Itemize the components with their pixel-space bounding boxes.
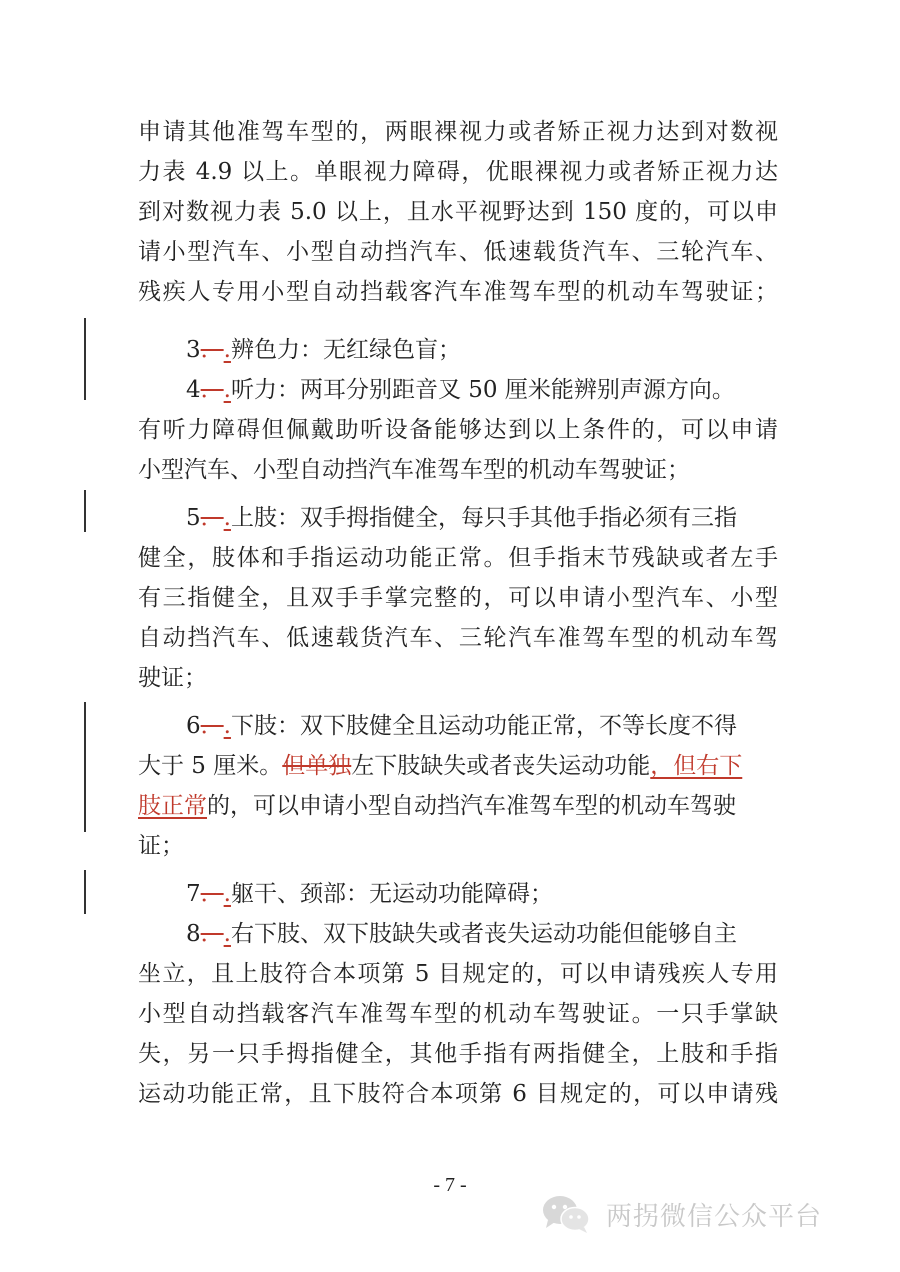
item-8: [186, 914, 778, 954]
item-text: 右下肢、双下肢缺失或者丧失运动功能但能够自主: [230, 921, 737, 947]
item-text: 听力：两耳分别距音叉 50 厘米能辨别声源方向。: [230, 377, 735, 403]
deleted-mark: ．: [200, 377, 224, 403]
text-line: [138, 786, 778, 826]
watermark: [540, 1192, 822, 1236]
deleted-text: 但单独: [282, 753, 352, 779]
text-line: 驶证；: [138, 665, 207, 691]
inserted-mark: .: [223, 713, 231, 739]
inserted-mark: .: [223, 921, 231, 947]
item-number: 5: [186, 505, 201, 531]
text-line: 健全，肢体和手指运动功能正常。但手指末节残缺或者左手: [138, 545, 778, 571]
text-segment: 大于 5 厘米。: [138, 753, 283, 779]
change-bar: [84, 870, 86, 914]
item-number: 8: [186, 921, 201, 947]
item-number: 3: [186, 337, 201, 363]
deleted-mark: ．: [200, 881, 224, 907]
deleted-mark: ．: [200, 505, 224, 531]
item-5: [186, 498, 778, 538]
text-line: 有三指健全，且双手手掌完整的，可以申请小型汽车、小型: [138, 585, 778, 611]
watermark-text: 两拐微信公众平台: [606, 1201, 823, 1232]
text-line: 力表 4.9 以上。单眼视力障碍，优眼裸视力或者矫正视力达: [138, 159, 778, 185]
text-segment: 的，可以申请小型自动挡汽车准驾车型的机动车驾驶: [207, 793, 736, 819]
inserted-mark: .: [223, 377, 231, 403]
item-number: 7: [186, 881, 201, 907]
deleted-mark: ．: [200, 337, 224, 363]
deleted-mark: ．: [200, 921, 224, 947]
text-line: 有听力障碍但佩戴助听设备能够达到以上条件的，可以申请: [138, 417, 778, 443]
change-bar: [84, 490, 86, 532]
page-number: - 7 -: [433, 1174, 467, 1196]
item-3: [186, 330, 778, 370]
text-line: 请小型汽车、小型自动挡汽车、低速载货汽车、三轮汽车、: [138, 239, 778, 265]
item-7: [186, 874, 778, 914]
wechat-logo-icon: [540, 1194, 592, 1234]
item-text: 下肢：双下肢健全且运动功能正常，不等长度不得: [230, 713, 737, 739]
item-text: 上肢：双手拇指健全，每只手其他手指必须有三指: [230, 505, 737, 531]
item-6: [186, 706, 778, 746]
text-line: 坐立，且上肢符合本项第 5 目规定的，可以申请残疾人专用: [138, 961, 778, 987]
text-line: 证；: [138, 833, 184, 859]
text-line: 小型自动挡载客汽车准驾车型的机动车驾驶证。一只手掌缺: [138, 1001, 778, 1027]
change-bar: [84, 318, 86, 400]
text-line: [138, 746, 778, 786]
inserted-text: 肢正常: [138, 793, 207, 819]
inserted-text: ，但右下: [650, 753, 743, 779]
deleted-mark: ．: [200, 713, 224, 739]
item-text: 躯干、颈部：无运动功能障碍；: [230, 881, 553, 907]
item-number: 6: [186, 713, 201, 739]
text-line: 运动功能正常，且下肢符合本项第 6 目规定的，可以申请残: [138, 1081, 778, 1107]
item-number: 4: [186, 377, 201, 403]
item-text: 辨色力：无红绿色盲；: [230, 337, 461, 363]
inserted-mark: .: [223, 337, 231, 363]
change-bar: [84, 702, 86, 832]
text-line: 自动挡汽车、低速载货汽车、三轮汽车准驾车型的机动车驾: [138, 625, 778, 651]
text-line: 申请其他准驾车型的，两眼裸视力或者矫正视力达到对数视: [138, 119, 778, 145]
item-4: [186, 370, 778, 410]
text-line: 小型汽车、小型自动挡汽车准驾车型的机动车驾驶证；: [138, 457, 690, 483]
text-line: 到对数视力表 5.0 以上，且水平视野达到 150 度的，可以申: [138, 199, 778, 225]
text-line: 失，另一只手拇指健全，其他手指有两指健全，上肢和手指: [138, 1041, 778, 1067]
inserted-mark: .: [223, 505, 231, 531]
inserted-mark: .: [223, 881, 231, 907]
text-segment: 左下肢缺失或者丧失运动功能: [351, 753, 651, 779]
text-line: 残疾人专用小型自动挡载客汽车准驾车型的机动车驾驶证；: [138, 279, 778, 305]
